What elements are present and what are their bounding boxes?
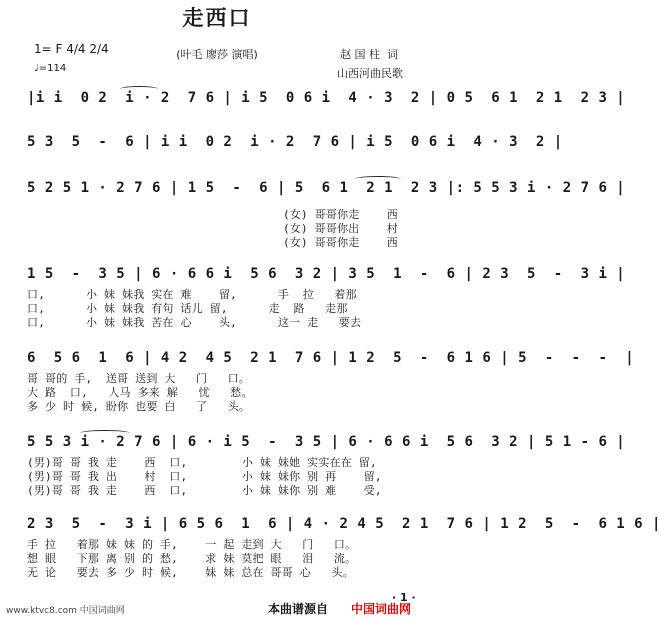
- page-number: · 1 ·: [392, 591, 416, 604]
- notation-line-3: 5 2 5 1 · 2 7 6 | 1 5 - 6 | 5 6 1 2 1 2 3 |: 5 5 3 i · 2 7 6 |: [27, 180, 626, 196]
- lyric-verse-2-b: 大 路 口, 人马 多来 解 忧 愁。: [27, 386, 253, 399]
- source-label: 本曲谱源自: [268, 602, 329, 616]
- source-site-name[interactable]: 中国词曲网: [351, 602, 412, 616]
- lyric-intro-3: (女) 哥哥你走 西: [283, 236, 398, 249]
- notation-line-6: 5 5 3 i · 2 7 6 | 6 · i 5 - 3 5 | 6 · 6 6 i 5 6 3 2 | 5 1 - 6 |: [27, 434, 626, 450]
- key-signature: 1= F 4/4 2/4: [34, 42, 109, 56]
- notation-line-2: 5 3 5 - 6 | i i 0 2 i · 2 7 6 | i 5 0 6 i 4 · 3 2 |: [27, 134, 563, 150]
- lyric-verse-2-a: 口, 小 妹 妹我 有句 话儿 留, 走 路 走那: [27, 302, 348, 315]
- composer-credit: 山西河曲民歌: [337, 67, 403, 80]
- lyric-verse-1-b: 哥 哥的 手, 送哥 送到 大 门 口。: [27, 372, 251, 385]
- notation-line-7: 2 3 5 - 3 i | 6 5 6 1 6 | 4 · 2 4 5 2 1 7 6 | 1 2 5 - 6 1 6 |: [27, 516, 661, 532]
- song-title: 走西口: [182, 5, 252, 30]
- lyric-verse-1-c: (男)哥 哥 我 走 西 口, 小 妹 妹她 实实在在 留,: [27, 456, 377, 469]
- lyric-intro-2: (女) 哥哥你出 村: [283, 222, 398, 235]
- lyric-verse-3-d: 无 论 要去 多 少 时 候, 妹 妹 总在 哥哥 心 头。: [27, 566, 354, 579]
- lyric-verse-3-a: 口, 小 妹 妹我 苦在 心 头, 这一 走 要去: [27, 316, 362, 329]
- lyric-verse-1-a: 口, 小 妹 妹我 实在 难 留, 手 拉 着那: [27, 288, 357, 301]
- lyric-verse-3-b: 多 少 时 候, 盼你 也要 白 了 头。: [27, 400, 251, 413]
- lyric-verse-2-c: (男)哥 哥 我 出 村 口, 小 妹 妹你 别 再 留,: [27, 470, 382, 483]
- performers: (叶毛 廖莎 演唱): [176, 48, 258, 61]
- tempo-marking: ♩=114: [34, 63, 67, 74]
- notation-line-4: 1 5 - 3 5 | 6 · 6 6 i 5 6 3 2 | 3 5 1 - 6 | 2 3 5 - 3 i |: [27, 266, 626, 282]
- notation-line-5: 6 5 6 1 6 | 4 2 4 5 2 1 7 6 | 1 2 5 - 6 1 6 | 5 - - - |: [27, 350, 635, 366]
- lyric-intro-1: (女) 哥哥你走 西: [283, 208, 398, 221]
- lyric-verse-3-c: (男)哥 哥 我 走 西 口, 小 妹 妹你 别 难 受,: [27, 484, 382, 497]
- slur-mark: [80, 430, 130, 436]
- slur-mark: [120, 86, 158, 92]
- lyric-verse-2-d: 想 眼 下那 离 别 的 愁, 求 妹 莫把 眼 泪 流。: [27, 552, 357, 565]
- slur-mark: [355, 176, 401, 182]
- notation-line-1: |i i 0 2 i · 2 7 6 | i 5 0 6 i 4 · 3 2 | 0 5 6 1 2 1 2 3 |: [27, 90, 626, 106]
- lyric-verse-1-d: 手 拉 着那 妹 妹 的 手, 一 起 走到 大 门 口。: [27, 538, 357, 551]
- site-url[interactable]: www.ktvc8.com 中国词曲网: [6, 606, 125, 616]
- lyricist-credit: 赵 国 柱 词: [340, 48, 398, 61]
